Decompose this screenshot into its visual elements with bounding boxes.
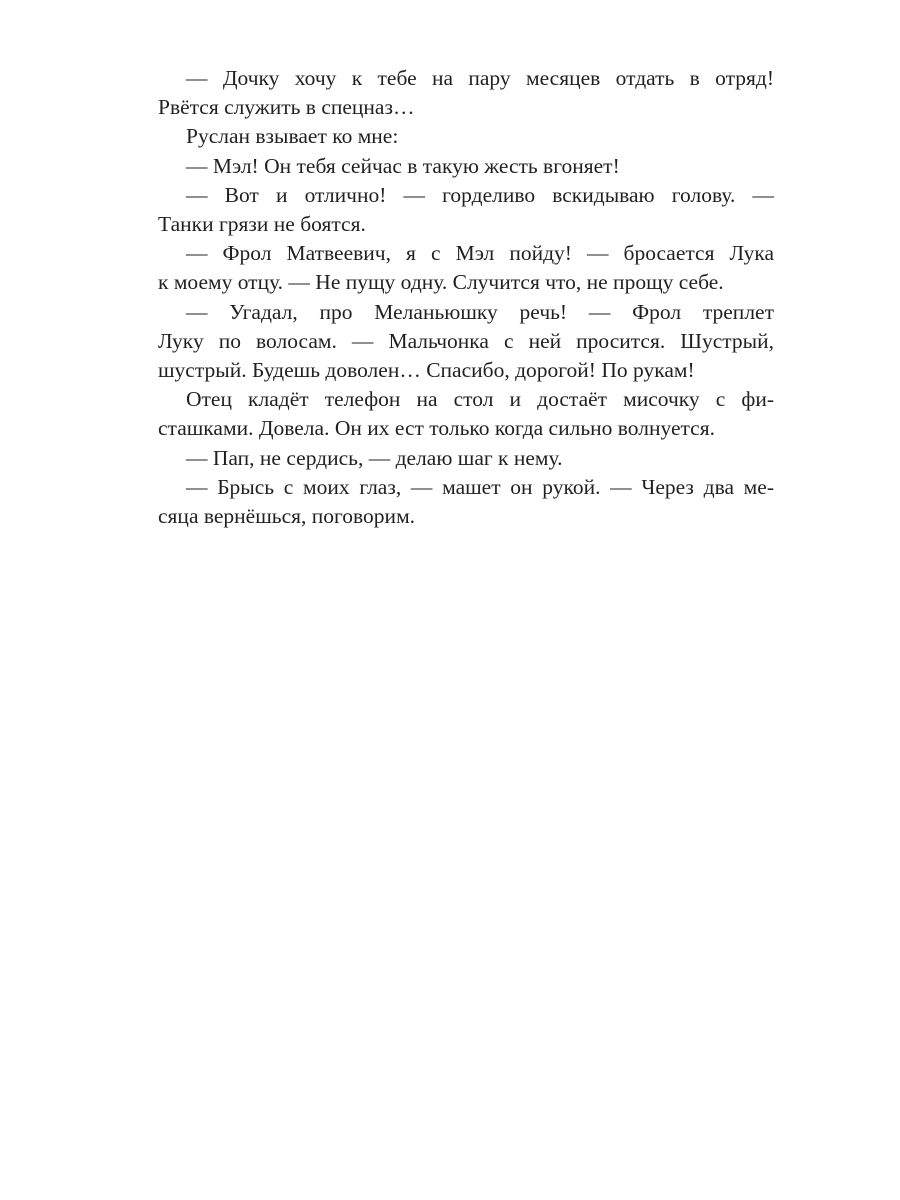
text-line: к моему отцу. — Не пущу одну. Случится что, не прощу себе.	[158, 270, 724, 295]
text-line: Руслан взывает ко мне:	[186, 124, 399, 149]
paragraph	[158, 298, 774, 386]
paragraph	[158, 181, 774, 239]
text-line: сташками. Довела. Он их ест только когда сильно волнуется.	[158, 416, 715, 441]
paragraph	[158, 385, 774, 443]
paragraph	[158, 444, 774, 473]
paragraph	[158, 473, 774, 531]
text-line: — Мэл! Он тебя сейчас в такую жесть вгоняет!	[186, 153, 620, 178]
text-line: — Вот и отлично! — горделиво вскидываю голову. —	[186, 182, 774, 207]
text-line: Рвётся служить в спецназ…	[158, 95, 415, 120]
text-line: — Брысь с моих глаз, — машет он рукой. — Через два ме-	[186, 474, 774, 499]
text-line: Танки грязи не боятся.	[158, 212, 366, 237]
page-text	[158, 64, 774, 531]
text-line: Луку по волосам. — Мальчонка с ней просится. Шустрый,	[158, 328, 774, 353]
text-line: — Фрол Матвеевич, я с Мэл пойду! — бросается Лука	[186, 241, 774, 266]
paragraph	[158, 64, 774, 122]
text-line: сяца вернёшься, поговорим.	[158, 504, 416, 529]
text-line: — Угадал, про Меланьюшку речь! — Фрол треплет	[186, 299, 774, 324]
text-line: — Дочку хочу к тебе на пару месяцев отдать в отряд!	[186, 66, 774, 90]
text-line: шустрый. Будешь доволен… Спасибо, дорогой! По рукам!	[158, 358, 695, 383]
paragraph	[158, 239, 774, 297]
paragraph	[158, 152, 774, 181]
paragraph	[158, 122, 774, 151]
text-line: Отец кладёт телефон на стол и достаёт мисочку с фи-	[186, 387, 774, 412]
text-line: — Пап, не сердись, — делаю шаг к нему.	[186, 445, 563, 470]
